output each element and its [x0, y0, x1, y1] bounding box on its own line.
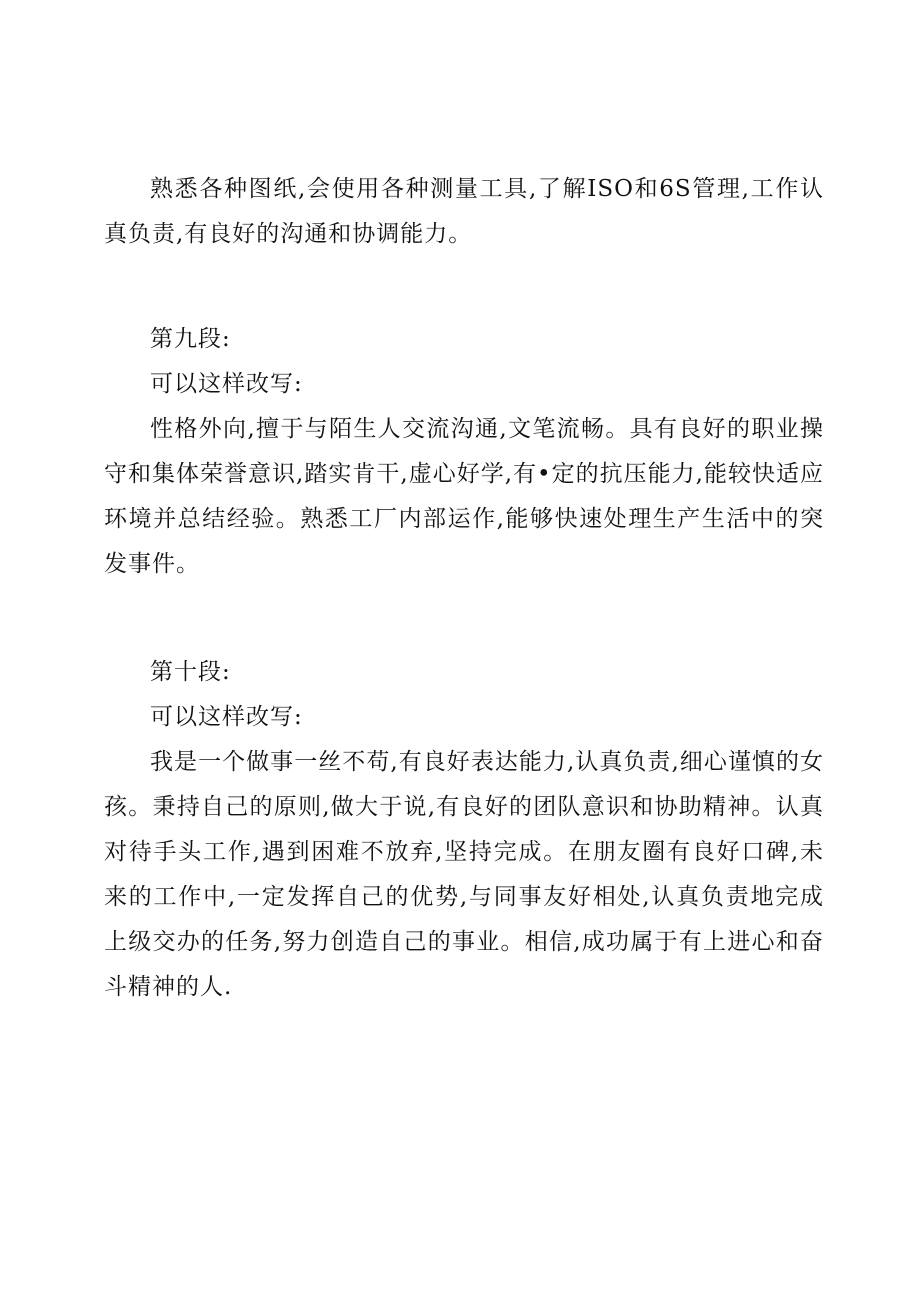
section-nine-title: 第九段: — [150, 326, 231, 352]
section-ten-title: 第十段: — [150, 659, 231, 685]
section-nine-body: 性格外向,擅于与陌生人交流沟通,文笔流畅。具有良好的职业操守和集体荣誉意识,踏实肯干,虚心好学,有•定的抗压能力,能较快适应环境并总结经验。熟悉工厂内部运作,能够快速处理生产生活中的突发事件。 — [104, 416, 824, 577]
intro-section — [104, 167, 824, 257]
section-ten-subtitle: 可以这样改写: — [150, 704, 303, 730]
section-ten-body: 我是一个做事一丝不苟,有良好表达能力,认真负责,细心谨慎的女孩。秉持自己的原则,做大于说,有良好的团队意识和协助精神。认真对待手头工作,遇到困难不放弃,坚持完成。在朋友圈有良好口碑,未来的工作中,一定发挥自己的优势,与同事友好相处,认真负责地完成上级交办的任务,努力创造自己的事业。相信,成功属于有上进心和奋斗精神的人. — [104, 749, 824, 1000]
section-nine-subtitle: 可以这样改写: — [150, 371, 303, 397]
intro-paragraph: 熟悉各种图纸,会使用各种测量工具,了解ISO和6S管理,工作认真负责,有良好的沟通和协调能力。 — [104, 176, 824, 247]
section-ten — [104, 650, 824, 1010]
section-nine — [104, 317, 824, 587]
